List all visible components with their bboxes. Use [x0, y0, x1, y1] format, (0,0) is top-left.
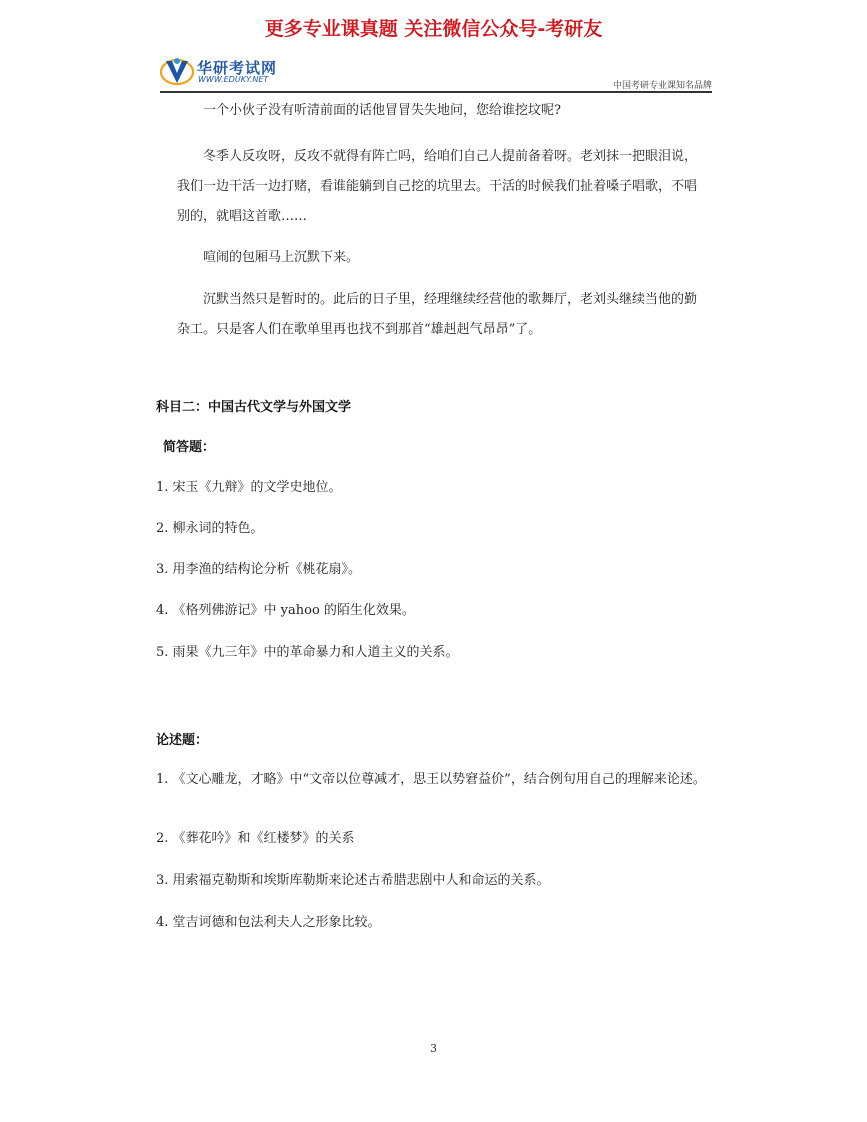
page-header	[160, 54, 712, 94]
short-answer-item-1: 1. 宋玉《九辩》的文学史地位。	[156, 480, 342, 495]
logo	[160, 54, 335, 90]
story-paragraph-1: 一个小伙子没有听清前面的话他冒冒失失地问，您给谁挖坟呢?	[203, 103, 561, 118]
essay-item-2: 2. 《葬花吟》和《红楼梦》的关系	[156, 831, 355, 846]
short-answer-item-4: 4. 《格列佛游记》中 yahoo 的陌生化效果。	[156, 603, 415, 618]
essay-item-3: 3. 用索福克勒斯和埃斯库勒斯来论述古希腊悲剧中人和命运的关系。	[156, 873, 550, 888]
promo-banner: 更多专业课真题 关注微信公众号-考研友	[264, 18, 603, 40]
essay-item-1: 1. 《文心雕龙，才略》中“文帝以位尊减才，思王以势窘益价”，结合例句用自己的理解来论述。	[156, 772, 706, 787]
story-paragraph-3: 喧闹的包厢马上沉默下来。	[203, 250, 360, 265]
essay-item-4: 4. 堂吉诃德和包法利夫人之形象比较。	[156, 915, 381, 930]
story-paragraph-2: 冬季人反攻呀，反攻不就得有阵亡吗，给咱们自己人提前备着呀。老刘抹一把眼泪说，我们一边干活一边打赌，看谁能躺到自己挖的坑里去。干活的时候我们扯着嗓子唱歌，不唱别的，就唱这首歌……	[177, 149, 698, 224]
header-divider	[160, 91, 712, 93]
short-answer-item-2: 2. 柳永词的特色。	[156, 521, 264, 536]
short-answer-title: 简答题：	[163, 440, 216, 455]
section-title: 科目二：中国古代文学与外国文学	[156, 400, 352, 415]
page-number: 3	[430, 1042, 437, 1055]
short-answer-item-5: 5. 雨果《九三年》中的革命暴力和人道主义的关系。	[156, 645, 459, 660]
logo-v-icon	[160, 56, 194, 86]
logo-name: 华研考试网	[197, 59, 278, 77]
story-paragraph-4: 沉默当然只是暂时的。此后的日子里，经理继续经营他的歌舞厅，老刘头继续当他的勤杂工。只是客人们在歌单里再也找不到那首“雄赳赳气昂昂”了。	[177, 292, 698, 337]
header-slogan: 中国考研专业课知名品牌	[612, 81, 712, 91]
essay-title: 论述题：	[156, 733, 209, 748]
short-answer-item-3: 3. 用李渔的结构论分析《桃花扇》。	[156, 562, 362, 577]
logo-url: WWW.EDUKY.NET	[198, 75, 269, 84]
